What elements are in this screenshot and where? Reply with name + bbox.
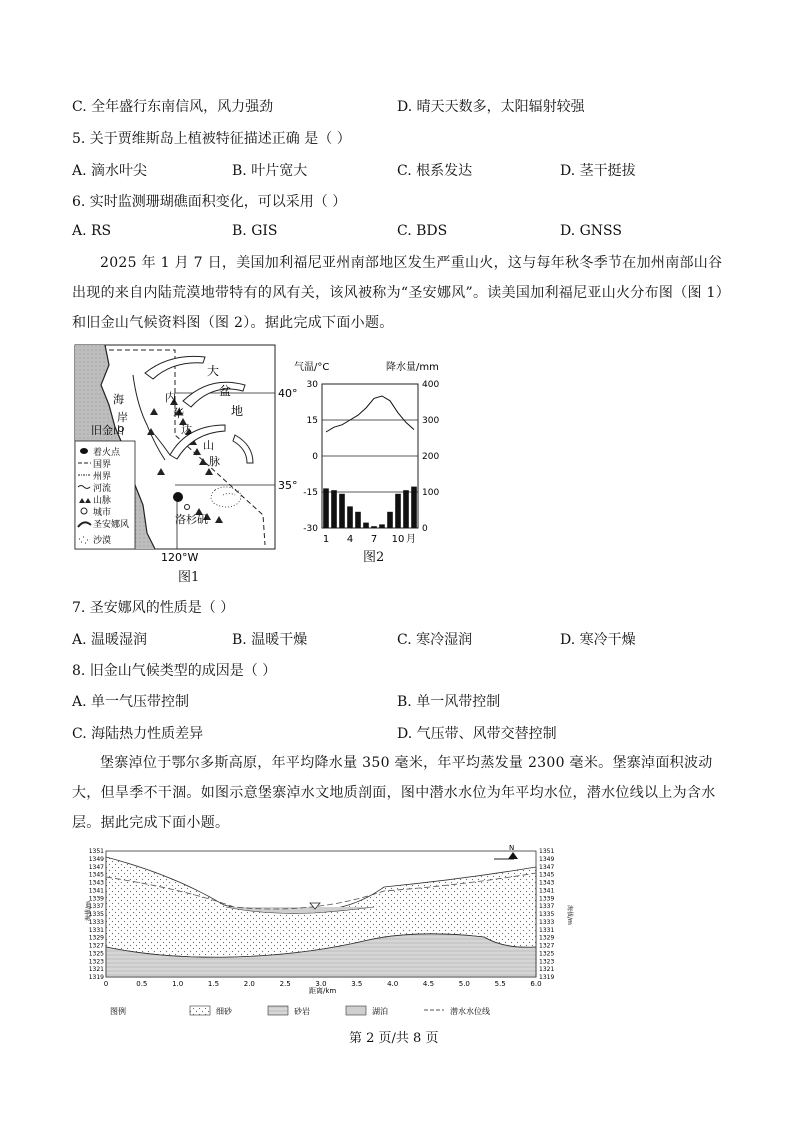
elevation-tick-label: 1345 [539,871,555,879]
elevation-tick-label: 1323 [88,958,104,966]
legend-fire: 着火点 [93,448,121,458]
elevation-tick-label: 1349 [539,855,555,863]
q6-option-c: C. BDS [397,223,448,239]
distance-tick-label: 0 [103,980,109,988]
legend-city: 城市 [93,508,112,518]
basin-label-1: 大 [207,364,220,378]
temp-tick-label: 15 [306,416,318,426]
month-tick-label: 10 [391,534,405,545]
precip-axis-title: 降水量/mm [386,362,439,373]
month-unit: 月 [406,534,416,545]
precip-bar-9 [387,512,393,528]
legend-state: 州界 [93,472,112,482]
q8-stem: 8. 旧金山气候类型的成因是（ ） [72,663,277,679]
q8-option-a: A. 单一气压带控制 [72,694,190,710]
q7-option-b: B. 温暖干燥 [232,632,308,648]
distance-tick-label: 1.0 [172,980,184,988]
distance-tick-label: 4.5 [422,980,435,988]
elevation-tick-label: 1351 [539,848,555,855]
elevation-tick-label: 1339 [539,895,555,903]
profile-ylabel-right: 海拔/m [566,905,573,925]
fire-point [173,492,183,502]
sierra-label-1: 内 [165,391,176,404]
month-tick-label: 1 [322,534,330,545]
q6-option-b: B. GIS [232,223,278,239]
elevation-tick-label: 1327 [88,942,104,950]
precip-tick-label: 200 [422,452,440,462]
q7-option-d: D. 寒冷干燥 [560,632,636,648]
sierra-label-2: 华 [173,407,184,420]
q7-option-c: C. 寒冷湿润 [397,632,473,648]
precip-bar-3 [339,494,345,528]
elevation-tick-label: 1329 [88,934,104,942]
precip-bar-10 [395,494,401,528]
elevation-tick-label: 1349 [88,855,104,863]
profile-legend [84,1001,574,1019]
q8-option-b: B. 单一风带控制 [397,694,501,710]
basin-label-3: 地 [231,404,244,418]
q8-option-d: D. 气压带、风带交替控制 [397,726,557,742]
distance-tick-label: 2.5 [279,980,291,988]
precip-tick-label: 0 [422,524,428,534]
elevation-tick-label: 1331 [88,926,104,934]
q8-option-c: C. 海陆热力性质差异 [72,726,204,742]
legend-border: 国界 [93,460,112,470]
elevation-tick-label: 1351 [88,848,104,855]
month-tick-labels [323,534,405,545]
precip-bar-7 [371,526,377,528]
passage-santa-ana: 2025 年 1 月 7 日，美国加利福尼亚州南部地区发生严重山火，这与每年秋冬季节在加州南部山谷出现的来自内陆荒漠地带特有的风有关，该风被称为“圣安娜风”。读美国加利福尼亚山火分布图（图 1）和旧金山气候资料图（图 2）。据此完成下面小题。 [72,255,724,331]
legend-sandstone-swatch [268,1006,288,1015]
elevation-tick-label: 1347 [539,863,555,871]
elevation-tick-label: 1325 [88,950,104,958]
basin-label-2: 盆 [219,384,232,398]
coast-label-2: 岸 [117,411,128,424]
legend-sandstone: 砂岩 [294,1007,310,1016]
legend-wind: 圣安娜风 [93,520,130,530]
figure-1-fire-map [75,345,298,565]
q7-option-a: A. 温暖湿润 [72,632,148,648]
q6-option-a: A. RS [72,223,112,239]
distance-tick-label: 3.0 [315,980,327,988]
distance-tick-label: 3.5 [351,980,363,988]
precip-bar-2 [331,490,337,528]
elevation-tick-label: 1339 [88,895,104,903]
legend-fine-sand: 细砂 [216,1007,232,1016]
precip-bar-1 [323,488,329,528]
elevation-tick-label: 1325 [539,950,555,958]
distance-tick-label: 6.0 [530,980,542,988]
legend-city-icon [81,508,87,514]
elevation-tick-label: 1321 [539,966,555,974]
elevation-tick-label: 1347 [88,863,104,871]
legend-fire-icon [80,448,88,454]
distance-tick-label: 5.0 [458,980,470,988]
precip-bar-4 [347,506,353,528]
q5-option-c: C. 根系发达 [397,163,473,179]
hydro-profile-figure [84,844,574,1016]
elevation-tick-label: 1343 [539,879,555,887]
precip-tick-labels [422,380,439,534]
precip-bar-11 [403,490,409,528]
elevation-tick-label: 1341 [539,887,555,895]
legend-lake: 湖泊 [372,1007,388,1016]
legend-mountain: 山脉 [93,496,112,506]
figure-2-caption: 图2 [363,550,385,565]
month-tick-label: 4 [346,534,354,545]
profile-legend-title: 图例 [110,1007,126,1016]
precip-bars [323,487,417,528]
elevation-tick-label: 1335 [539,911,555,918]
q5-option-d: D. 茎干挺拔 [560,163,636,179]
elevation-tick-label: 1319 [88,974,104,981]
sierra-label-5: 脉 [209,455,220,468]
elevation-tick-label: 1335 [88,911,104,918]
lat-40-label: 40° [278,387,298,400]
page-footer: 第 2 页/共 8 页 [349,1031,439,1046]
elevation-tick-label: 1345 [88,871,104,879]
precip-tick-label: 400 [422,380,440,390]
q6-option-d: D. GNSS [560,223,622,239]
passage-baozhainao: 堡寨淖位于鄂尔多斯高原，年平均降水量 350 毫米，年平均蒸发量 2300 毫米。堡寨淖面积波动大，但旱季不干涸。如图示意堡寨淖水文地质剖面，图中潜水水位为年平均水位，潜水位线以上为含水层。据此完成下面小题。 [72,755,716,831]
la-city-dot [185,505,190,510]
lat-35-label: 35° [278,479,298,492]
elevation-tick-label: 1319 [539,974,555,981]
coast-label-1: 海 [113,393,124,406]
distance-tick-label: 2.0 [243,980,255,988]
fire-map-svg [75,345,298,565]
hydro-profile-svg [84,845,574,995]
north-label: N [509,844,515,852]
elevation-tick-label: 1337 [88,903,104,911]
distance-tick-label: 1.5 [207,980,220,988]
profile-xlabel: 距离/km [309,987,337,995]
lon-120-label: 120°W [161,551,199,564]
temp-axis-title: 气温/°C [294,362,330,373]
sierra-label-3: 达 [181,423,192,436]
q5-option-a: A. 滴水叶尖 [72,163,148,179]
q4-option-d: D. 晴天天数多，太阳辐射较强 [397,99,585,115]
q7-stem: 7. 圣安娜风的性质是（ ） [72,600,235,616]
sierra-label-4: 山 [203,439,214,452]
q6-stem: 6. 实时监测珊瑚礁面积变化，可以采用（ ） [72,194,347,210]
temp-tick-labels [303,380,318,534]
month-tick-label: 7 [370,534,378,545]
temp-tick-label: -30 [303,524,318,534]
elevation-tick-label: 1341 [88,887,104,895]
precip-tick-label: 300 [422,416,440,426]
la-label: 洛杉矶 [175,513,208,526]
climate-chart-svg [292,358,452,568]
legend-lake-swatch [346,1006,366,1015]
legend-river: 河流 [93,484,112,494]
elevation-tick-label: 1343 [88,879,104,887]
north-arrow-icon [508,852,518,859]
precip-bar-8 [379,524,385,528]
profile-ylabel-left: 海拔/m [85,901,92,921]
legend-water-table: 潜水水位线 [450,1007,490,1016]
distance-tick-label: 4.0 [387,980,399,988]
elevation-tick-label: 1323 [539,958,555,966]
precip-tick-label: 100 [422,488,440,498]
q5-option-b: B. 叶片宽大 [232,163,308,179]
elevation-tick-label: 1333 [88,918,104,926]
elevation-tick-label: 1321 [88,966,104,974]
q4-option-c: C. 全年盛行东南信风，风力强劲 [72,99,274,115]
precip-bar-6 [363,523,369,528]
distance-tick-label: 0.5 [136,980,148,988]
temp-tick-label: 30 [306,380,318,390]
q5-stem: 5. 关于贾维斯岛上植被特征描述正确 是（ ） [72,131,351,147]
legend-desert: 沙漠 [93,536,112,546]
elevation-tick-label: 1327 [539,942,555,950]
temp-tick-label: 0 [312,452,318,462]
figure-2-climate-chart [292,358,452,568]
temp-tick-label: -15 [303,488,318,498]
figure-1-caption: 图1 [178,570,200,585]
temp-line [326,396,414,432]
precip-bar-5 [355,512,361,528]
elevation-tick-label: 1337 [539,903,555,911]
sf-label: 旧金山 [91,424,124,437]
precip-bar-12 [411,487,417,528]
distance-tick-label: 5.5 [494,980,506,988]
elevation-tick-label: 1333 [539,918,555,926]
elevation-tick-label: 1331 [539,926,555,934]
elevation-tick-label: 1329 [539,934,555,942]
elevation-ticks-right [539,848,554,981]
legend-fine-sand-swatch [190,1006,210,1015]
